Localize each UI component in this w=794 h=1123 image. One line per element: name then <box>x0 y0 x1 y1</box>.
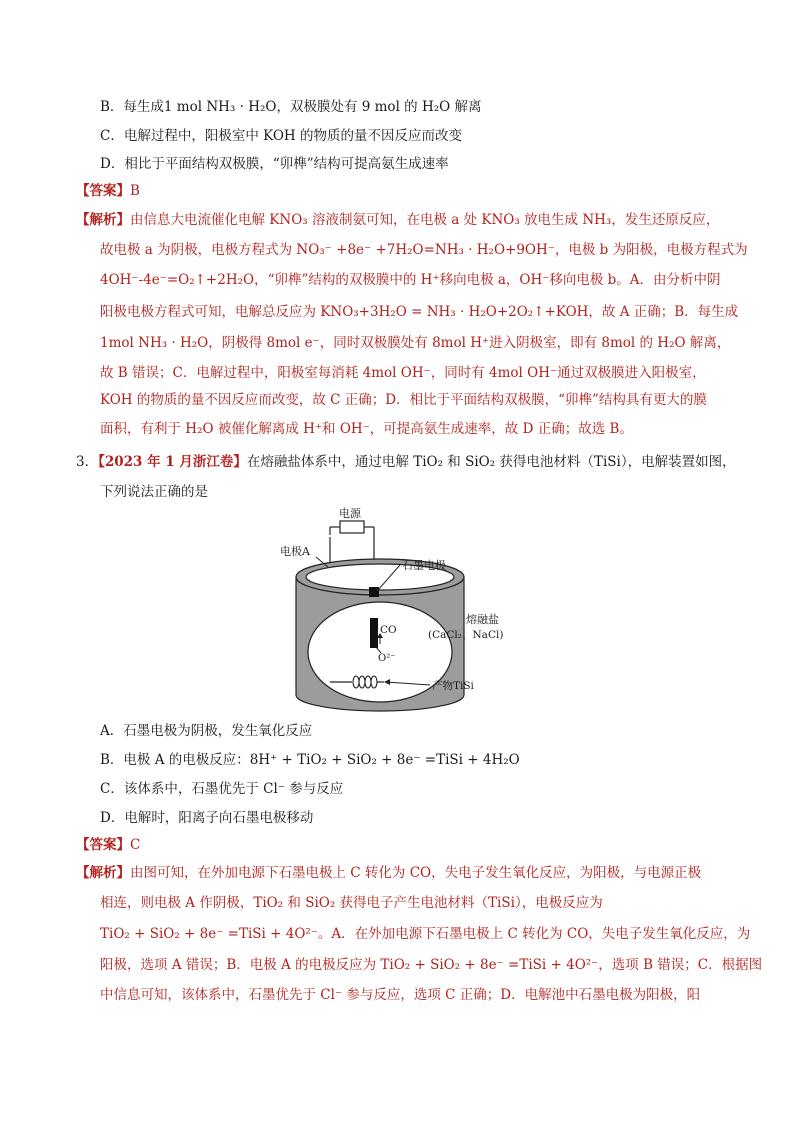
option-text: 电解过程中，阳极室中 KOH 的物质的量不因反应而改变 <box>123 128 462 144</box>
q3-option-c <box>100 779 343 799</box>
question-source: 【2023 年 1 月浙江卷】 <box>98 454 247 470</box>
q3-stem-line-1 <box>76 452 736 472</box>
option-text: 每生成1 mol NH₃ · H₂O，双极膜处有 9 mol 的 H₂O 解离 <box>123 99 482 115</box>
q2-option-b <box>100 97 482 117</box>
analysis-tag: 【解析】 <box>76 865 130 881</box>
oxide-ion-label: O²⁻ <box>378 653 396 664</box>
molten-salt-label: 熔融盐 <box>466 613 499 626</box>
option-letter: B． <box>100 752 124 768</box>
electrolysis-apparatus-diagram <box>280 505 520 715</box>
q2-analysis-line-5: 1mol NH₃ · H₂O，阴极得 8mol e⁻，同时双极膜处有 8mol H⁺进入阴极室，即有 8mol 的 H₂O 解离， <box>100 335 731 351</box>
option-letter: B． <box>100 99 124 115</box>
q3-analysis-line-2: 相连，则电极 A 作阴极，TiO₂ 和 SiO₂ 获得电子产生电池材料（TiSi），电极反应为 <box>100 895 603 911</box>
option-letter: D． <box>100 156 125 172</box>
co-label: CO <box>380 624 397 636</box>
option-text: 电极 A 的电极反应：8H⁺ + TiO₂ + SiO₂ + 8e⁻ =TiSi + 4H₂O <box>123 752 520 768</box>
q2-answer <box>76 181 140 201</box>
product-tisi-label: 产物TiSi <box>432 680 474 692</box>
electrode-a-label: 电极A <box>280 545 310 558</box>
q3-stem-line-2: 下列说法正确的是 <box>100 484 208 500</box>
q3-analysis-line-4: 阳极，选项 A 错误；B．电极 A 的电极反应为 TiO₂ + SiO₂ + 8e⁻ =TiSi + 4O²⁻，选项 B 错误；C．根据图 <box>100 957 763 973</box>
graphite-electrode-rod <box>370 618 378 648</box>
power-source-icon <box>340 521 364 533</box>
analysis-tag: 【解析】 <box>76 212 130 228</box>
answer-value: B <box>130 183 140 199</box>
option-text: 相比于平面结构双极膜，“卯榫”结构可提高氨生成速率 <box>124 156 449 172</box>
q3-option-a <box>100 721 312 741</box>
q3-option-b <box>100 750 520 770</box>
q2-analysis-line-7: KOH 的物质的量不因反应而改变，故 C 正确；D．相比于平面结构双极膜，“卯榫”结构具有更大的膜 <box>100 392 707 408</box>
answer-value: C <box>130 837 141 853</box>
q2-analysis-line-8: 面积，有利于 H₂O 被催化解离成 H⁺和 OH⁻，可提高氨生成速率，故 D 正确；故选 B。 <box>100 421 633 437</box>
q3-option-d <box>100 808 313 828</box>
q3-analysis-line-3: TiO₂ + SiO₂ + 8e⁻ =TiSi + 4O²⁻。A．在外加电源下石墨电极上 C 转化为 CO，失电子发生氧化反应，为 <box>100 926 751 942</box>
graphite-electrode-label: 石墨电极 <box>402 559 446 572</box>
q2-analysis-line-6: 故 B 错误；C．电解过程中，阳极室每消耗 4mol OH⁻，同时有 4mol OH⁻通过双极膜进入阳极室， <box>100 365 706 381</box>
answer-tag: 【答案】 <box>76 183 130 199</box>
q3-analysis-line-1: 【解析】由图可知，在外加电源下石墨电极上 C 转化为 CO，失电子发生氧化反应，为阳极，与电源正极 <box>76 865 702 881</box>
question-number: 3． <box>76 454 99 470</box>
option-text: 电解时，阳离子向石墨电极移动 <box>124 810 314 826</box>
option-text: 石墨电极为阴极，发生氧化反应 <box>123 723 313 739</box>
power-label: 电源 <box>339 507 361 520</box>
q3-answer <box>76 835 140 855</box>
q3-analysis-line-5: 中信息可知，该体系中，石墨优先于 Cl⁻ 参与反应，选项 C 正确；D．电解池中石墨电极为阳极，阳 <box>100 987 701 1003</box>
option-letter: D． <box>100 810 125 826</box>
q2-option-c <box>100 126 462 146</box>
q2-analysis-line-2: 故电极 a 为阴极，电极方程式为 NO₃⁻ +8e⁻ +7H₂O=NH₃ · H₂O+9OH⁻，电极 b 为阳极，电极方程式为 <box>100 242 748 258</box>
graphite-electrode-top <box>369 587 379 597</box>
molten-salt-formula: (CaCl₂、NaCl) <box>428 629 504 641</box>
option-letter: C． <box>100 128 124 144</box>
option-letter: A． <box>100 723 124 739</box>
option-text: 该体系中，石墨优先于 Cl⁻ 参与反应 <box>123 781 344 797</box>
answer-tag: 【答案】 <box>76 837 130 853</box>
question-stem: 在熔融盐体系中，通过电解 TiO₂ 和 SiO₂ 获得电池材料（TiSi），电解装置如图， <box>246 454 736 470</box>
q2-option-d <box>100 154 449 174</box>
option-letter: C． <box>100 781 124 797</box>
q2-analysis-line-3: 4OH⁻-4e⁻=O₂↑+2H₂O，“卯榫”结构的双极膜中的 H⁺移向电极 a，OH⁻移向电极 b。A．由分析中阴 <box>100 272 721 288</box>
q2-analysis-line-1: 【解析】由信息大电流催化电解 KNO₃ 溶液制氨可知，在电极 a 处 KNO₃ 放电生成 NH₃，发生还原反应， <box>76 212 720 228</box>
q2-analysis-line-4: 阳极电极方程式可知，电解总反应为 KNO₃+3H₂O = NH₃ · H₂O+2O₂↑+KOH，故 A 正确；B．每生成 <box>100 304 739 320</box>
